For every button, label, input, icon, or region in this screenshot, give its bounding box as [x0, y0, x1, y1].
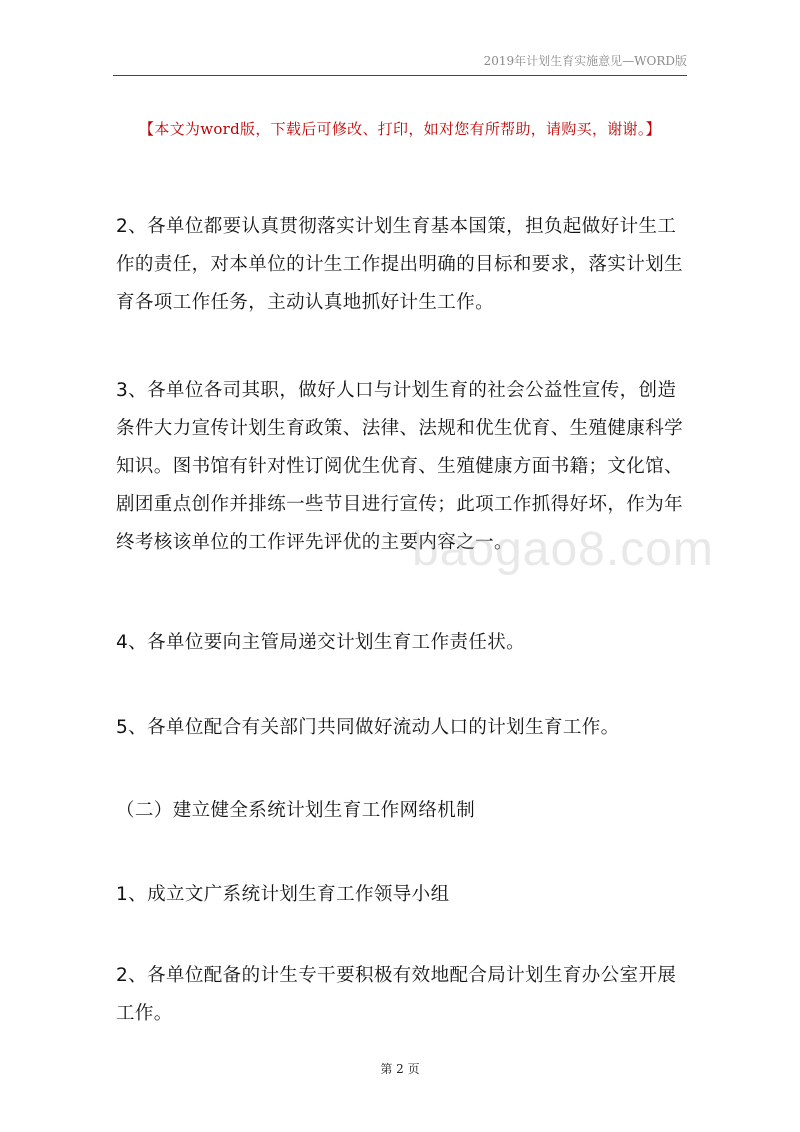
document-header: 2019年计划生育实施意见—WORD版: [483, 54, 687, 68]
watermark: baogao8.com: [412, 523, 714, 576]
paragraph-item-2: 2、各单位都要认真贯彻落实计划生育基本国策，担负起做好计生工作的责任，对本单位的计生工作提出明确的目标和要求，落实计划生育各项工作任务，主动认真地抓好计生工作。: [116, 216, 684, 313]
download-notice: 【本文为word版，下载后可修改、打印，如对您有所帮助，请购买，谢谢。】: [139, 120, 661, 138]
paragraph-item-3: 3、各单位各司其职，做好人口与计划生育的社会公益性宣传，创造条件大力宣传计划生育政策、法律、法规和优生优育、生殖健康科学知识。图书馆有针对性订阅优生优育、生殖健康方面书籍；文化馆、剧团重点创作并排练一些节目进行宣传；此项工作抓得好坏，作为年终考核该单位的工作评先评优的主要内容之一。: [116, 380, 684, 553]
header-divider: [113, 75, 687, 76]
section-heading: （二）建立健全系统计划生育工作网络机制: [116, 800, 476, 821]
paragraph-sub-2: 2、各单位配备的计生专干要积极有效地配合局计划生育办公室开展工作。: [116, 965, 677, 1024]
page-number: 第 2 页: [380, 1062, 420, 1076]
paragraph-item-4: 4、各单位要向主管局递交计划生育工作责任状。: [116, 632, 526, 653]
paragraph-item-5: 5、各单位配合有关部门共同做好流动人口的计划生育工作。: [116, 717, 620, 738]
paragraph-sub-1: 1、成立文广系统计划生育工作领导小组: [116, 884, 450, 905]
